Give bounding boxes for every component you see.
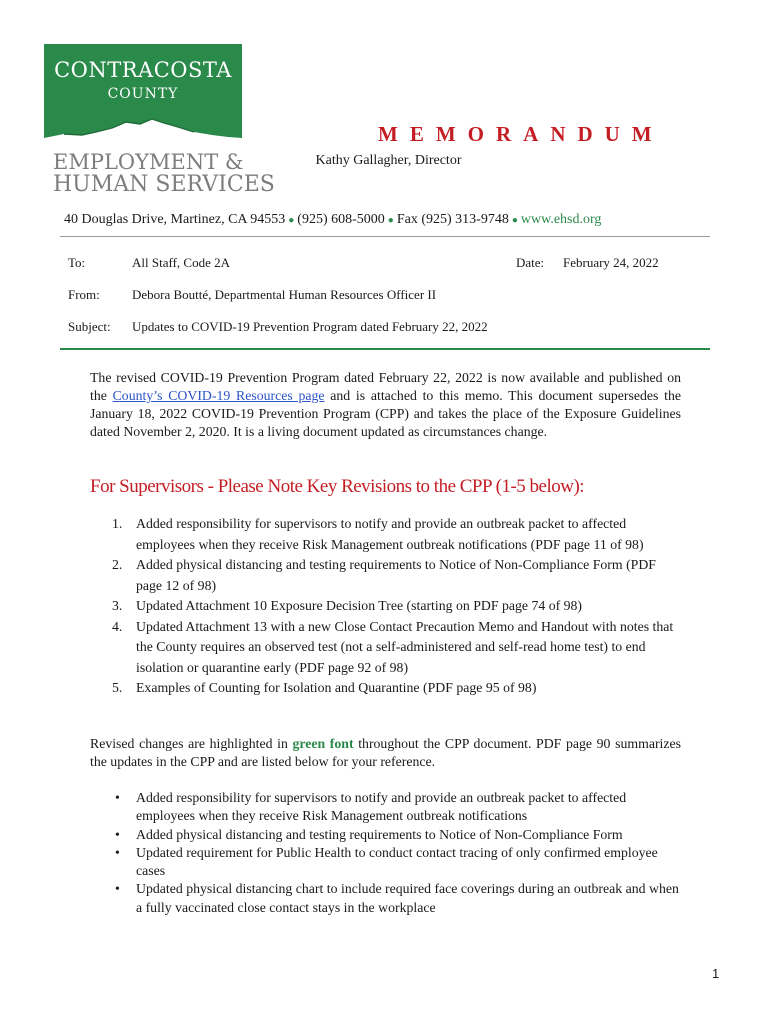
list-item: • Added responsibility for supervisors to notify and provide an outbreak packet to affected employees when they receive Risk Management outbreak notifications: [90, 789, 682, 826]
key-revisions-list: [90, 514, 682, 699]
logo-text-county: COUNTY: [107, 86, 179, 102]
separator-dot-icon: ●: [511, 215, 518, 226]
date-value: February 24, 2022: [563, 255, 659, 270]
from-label: From:: [68, 287, 100, 302]
covid-resources-link[interactable]: County’s COVID-19 Resources page: [112, 388, 325, 403]
list-item: • Updated requirement for Public Health to conduct contact tracing of only confirmed employee cases: [90, 844, 682, 881]
revised-changes-paragraph: [90, 735, 681, 771]
department-name-line1: EMPLOYMENT &: [53, 150, 244, 174]
list-number: 2.: [112, 557, 123, 572]
list-item: • Updated physical distancing chart to include required face coverings during an outbreak and when a fully vaccinated close contact stays in the workplace: [90, 880, 682, 917]
website-link[interactable]: www.ehsd.org: [520, 212, 602, 227]
intro-text: and is attached to this memo. This document supersedes the January 18, 2022 COVID-19 Prevention Program (CPP) and takes the place of the Exposure Guidelines dated November 2, 2020. It is a living document updated as circumstances change.: [90, 388, 681, 439]
street-address: 40 Douglas Drive, Martinez, CA 94553: [64, 212, 286, 227]
list-item-text: Examples of Counting for Isolation and Quarantine (PDF page 95 of 98): [136, 680, 537, 695]
to-label: To:: [68, 255, 86, 270]
subject-label: Subject:: [68, 319, 111, 334]
memo-title: MEMORANDUM: [378, 122, 664, 146]
supervisors-heading: For Supervisors - Please Note Key Revisions to the CPP (1-5 below):: [90, 476, 585, 497]
director-name: Kathy Gallagher, Director: [315, 153, 462, 168]
subject-value: Updates to COVID-19 Prevention Program dated February 22, 2022: [132, 319, 488, 334]
list-item: • Added physical distancing and testing requirements to Notice of Non-Compliance Form: [90, 826, 682, 844]
list-item-text: Added physical distancing and testing requirements to Notice of Non-Compliance Form (PDF page 12 of 98): [136, 557, 656, 593]
updates-list: [90, 789, 682, 917]
list-item: [90, 596, 682, 617]
from-value: Debora Boutté, Departmental Human Resources Officer II: [132, 287, 437, 302]
list-item: [90, 617, 682, 679]
logo-text-contracosta: CONTRACOSTA: [54, 58, 232, 82]
list-number: 5.: [112, 680, 123, 695]
list-item: [90, 555, 682, 596]
intro-text: The revised COVID-19 Prevention Program dated February 22, 2022 is now available and published on the: [90, 370, 681, 403]
list-item: [90, 678, 682, 699]
list-item-text: Updated Attachment 13 with a new Close Contact Precaution Memo and Handout with notes that the County requires an observed test (not a self-administered and self-read home test) to end isolation or quarantine early (PDF page 92 of 98): [136, 618, 674, 675]
phone-number: (925) 608-5000: [297, 212, 385, 227]
mountain-icon: [44, 108, 242, 148]
list-number: 3.: [112, 598, 123, 613]
county-logo: [44, 44, 242, 148]
revised-text: throughout the CPP document. PDF page 90 summarizes the updates in the CPP and are listed below for your reference.: [90, 736, 681, 769]
list-number: 4.: [112, 618, 123, 634]
department-name-line2: HUMAN SERVICES: [53, 172, 275, 197]
revised-text: Revised changes are highlighted in: [90, 736, 293, 751]
list-item-text: Updated Attachment 10 Exposure Decision Tree (starting on PDF page 74 of 98): [136, 598, 583, 613]
intro-paragraph: [90, 369, 681, 441]
separator-dot-icon: ●: [288, 215, 295, 226]
separator-dot-icon: ●: [387, 215, 394, 226]
page-number: 1: [712, 966, 720, 981]
list-item-text: Added responsibility for supervisors to notify and provide an outbreak packet to affected employees when they receive Risk Management outbreak notifications (PDF page 11 of 98): [136, 516, 644, 552]
list-number: 1.: [112, 516, 123, 531]
fax-number: Fax (925) 313-9748: [396, 212, 509, 227]
green-font-text: green font: [292, 736, 354, 751]
divider: [60, 348, 710, 350]
date-label: Date:: [516, 255, 545, 270]
list-item: [90, 514, 682, 555]
divider: [60, 236, 710, 237]
to-value: All Staff, Code 2A: [132, 255, 230, 270]
address-line: [64, 212, 601, 228]
